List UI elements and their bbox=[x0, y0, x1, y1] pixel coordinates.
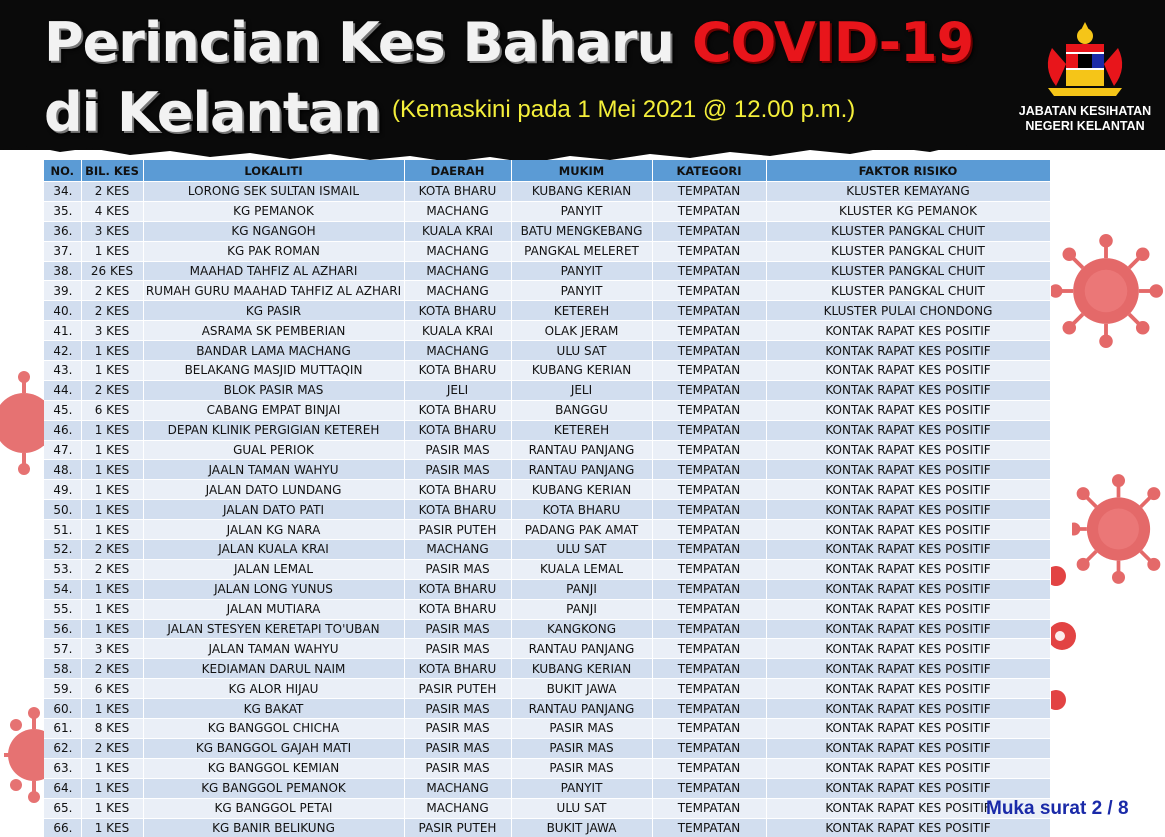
cell-bil-kes: 6 KES bbox=[81, 400, 143, 420]
cell-lokaliti: JALAN LEMAL bbox=[143, 559, 404, 579]
cell-daerah: PASIR MAS bbox=[404, 719, 511, 739]
cell-faktor-risiko: KONTAK RAPAT KES POSITIF bbox=[766, 400, 1050, 420]
cell-lokaliti: KG BANIR BELIKUNG bbox=[143, 818, 404, 837]
cell-bil-kes: 3 KES bbox=[81, 639, 143, 659]
cell-kategori: TEMPATAN bbox=[652, 380, 766, 400]
cell-kategori: TEMPATAN bbox=[652, 778, 766, 798]
table-row bbox=[44, 281, 1050, 301]
agency-line1: JABATAN KESIHATAN bbox=[1010, 104, 1160, 119]
table-row bbox=[44, 201, 1050, 221]
column-no-header: NO. bbox=[44, 160, 81, 182]
cell-bil-kes: 4 KES bbox=[81, 201, 143, 221]
cell-lokaliti: GUAL PERIOK bbox=[143, 440, 404, 460]
cell-lokaliti: KG BAKAT bbox=[143, 699, 404, 719]
cell-kategori: TEMPATAN bbox=[652, 719, 766, 739]
table-row bbox=[44, 460, 1050, 480]
table-row bbox=[44, 241, 1050, 261]
virus-decoration-right-dots bbox=[1050, 560, 1080, 720]
cell-faktor-risiko: KONTAK RAPAT KES POSITIF bbox=[766, 659, 1050, 679]
cell-no: 35. bbox=[44, 201, 81, 221]
cell-bil-kes: 1 KES bbox=[81, 699, 143, 719]
cell-faktor-risiko: KONTAK RAPAT KES POSITIF bbox=[766, 679, 1050, 699]
cell-kategori: TEMPATAN bbox=[652, 221, 766, 241]
cell-kategori: TEMPATAN bbox=[652, 261, 766, 281]
cell-mukim: KUALA LEMAL bbox=[511, 559, 652, 579]
table-row bbox=[44, 221, 1050, 241]
cell-daerah: KUALA KRAI bbox=[404, 321, 511, 341]
table-row bbox=[44, 599, 1050, 619]
cell-no: 44. bbox=[44, 380, 81, 400]
virus-decoration-right-lower bbox=[1072, 470, 1165, 588]
cell-lokaliti: JALAN DATO PATI bbox=[143, 500, 404, 520]
cell-faktor-risiko: KONTAK RAPAT KES POSITIF bbox=[766, 520, 1050, 540]
column-mukim-header: MUKIM bbox=[511, 160, 652, 182]
cell-mukim: BUKIT JAWA bbox=[511, 679, 652, 699]
table-row bbox=[44, 818, 1050, 837]
cell-lokaliti: CABANG EMPAT BINJAI bbox=[143, 400, 404, 420]
cell-daerah: PASIR MAS bbox=[404, 619, 511, 639]
cell-daerah: PASIR MAS bbox=[404, 639, 511, 659]
cell-mukim: PANYIT bbox=[511, 778, 652, 798]
table-row bbox=[44, 301, 1050, 321]
cell-kategori: TEMPATAN bbox=[652, 659, 766, 679]
cell-faktor-risiko: KLUSTER PANGKAL CHUIT bbox=[766, 241, 1050, 261]
cell-no: 64. bbox=[44, 778, 81, 798]
table-row bbox=[44, 540, 1050, 560]
cell-faktor-risiko: KONTAK RAPAT KES POSITIF bbox=[766, 321, 1050, 341]
cell-daerah: MACHANG bbox=[404, 778, 511, 798]
table-row bbox=[44, 778, 1050, 798]
cell-no: 42. bbox=[44, 341, 81, 361]
cell-daerah: KOTA BHARU bbox=[404, 361, 511, 381]
cell-no: 37. bbox=[44, 241, 81, 261]
cell-bil-kes: 1 KES bbox=[81, 579, 143, 599]
cell-faktor-risiko: KONTAK RAPAT KES POSITIF bbox=[766, 719, 1050, 739]
cell-daerah: MACHANG bbox=[404, 281, 511, 301]
table-row bbox=[44, 659, 1050, 679]
cell-mukim: RANTAU PANJANG bbox=[511, 639, 652, 659]
cell-faktor-risiko: KONTAK RAPAT KES POSITIF bbox=[766, 778, 1050, 798]
cell-bil-kes: 1 KES bbox=[81, 241, 143, 261]
cell-kategori: TEMPATAN bbox=[652, 798, 766, 818]
cell-faktor-risiko: KONTAK RAPAT KES POSITIF bbox=[766, 619, 1050, 639]
cell-no: 48. bbox=[44, 460, 81, 480]
cell-lokaliti: KG PASIR bbox=[143, 301, 404, 321]
cell-no: 39. bbox=[44, 281, 81, 301]
cell-mukim: RANTAU PANJANG bbox=[511, 460, 652, 480]
cell-faktor-risiko: KONTAK RAPAT KES POSITIF bbox=[766, 699, 1050, 719]
title-part1: Perincian Kes Baharu bbox=[44, 11, 674, 74]
table-row bbox=[44, 380, 1050, 400]
cell-daerah: KOTA BHARU bbox=[404, 400, 511, 420]
cell-kategori: TEMPATAN bbox=[652, 699, 766, 719]
cell-no: 65. bbox=[44, 798, 81, 818]
cell-kategori: TEMPATAN bbox=[652, 500, 766, 520]
cell-lokaliti: JALAN STESYEN KERETAPI TO'UBAN bbox=[143, 619, 404, 639]
cell-daerah: PASIR PUTEH bbox=[404, 520, 511, 540]
cell-lokaliti: KG BANGGOL GAJAH MATI bbox=[143, 738, 404, 758]
cell-lokaliti: KG PEMANOK bbox=[143, 201, 404, 221]
cell-lokaliti: BLOK PASIR MAS bbox=[143, 380, 404, 400]
cell-mukim: ULU SAT bbox=[511, 540, 652, 560]
table-row bbox=[44, 182, 1050, 202]
cell-bil-kes: 1 KES bbox=[81, 520, 143, 540]
cell-mukim: PASIR MAS bbox=[511, 719, 652, 739]
cell-no: 52. bbox=[44, 540, 81, 560]
cell-lokaliti: DEPAN KLINIK PERGIGIAN KETEREH bbox=[143, 420, 404, 440]
cell-bil-kes: 8 KES bbox=[81, 719, 143, 739]
cell-mukim: KUBANG KERIAN bbox=[511, 361, 652, 381]
cell-bil-kes: 3 KES bbox=[81, 221, 143, 241]
page-number: Muka surat 2 / 8 bbox=[986, 798, 1129, 820]
cell-faktor-risiko: KLUSTER PANGKAL CHUIT bbox=[766, 281, 1050, 301]
cell-no: 50. bbox=[44, 500, 81, 520]
cell-kategori: TEMPATAN bbox=[652, 758, 766, 778]
cell-daerah: KUALA KRAI bbox=[404, 221, 511, 241]
table-row bbox=[44, 639, 1050, 659]
cell-lokaliti: JALAN KG NARA bbox=[143, 520, 404, 540]
cell-lokaliti: KG ALOR HIJAU bbox=[143, 679, 404, 699]
cell-faktor-risiko: KLUSTER PULAI CHONDONG bbox=[766, 301, 1050, 321]
cell-faktor-risiko: KONTAK RAPAT KES POSITIF bbox=[766, 361, 1050, 381]
cell-bil-kes: 2 KES bbox=[81, 380, 143, 400]
table-row bbox=[44, 261, 1050, 281]
table-header-row bbox=[44, 160, 1050, 182]
cell-kategori: TEMPATAN bbox=[652, 599, 766, 619]
cell-daerah: PASIR MAS bbox=[404, 559, 511, 579]
cell-bil-kes: 3 KES bbox=[81, 321, 143, 341]
cell-kategori: TEMPATAN bbox=[652, 818, 766, 837]
cell-mukim: RANTAU PANJANG bbox=[511, 699, 652, 719]
cell-mukim: JELI bbox=[511, 380, 652, 400]
cell-daerah: PASIR MAS bbox=[404, 758, 511, 778]
cell-daerah: KOTA BHARU bbox=[404, 301, 511, 321]
table-row bbox=[44, 480, 1050, 500]
cell-kategori: TEMPATAN bbox=[652, 520, 766, 540]
cell-bil-kes: 1 KES bbox=[81, 619, 143, 639]
cell-mukim: BUKIT JAWA bbox=[511, 818, 652, 837]
table-row bbox=[44, 758, 1050, 778]
cell-daerah: KOTA BHARU bbox=[404, 182, 511, 202]
cell-daerah: KOTA BHARU bbox=[404, 500, 511, 520]
cell-lokaliti: JALAN KUALA KRAI bbox=[143, 540, 404, 560]
cell-lokaliti: KG BANGGOL PEMANOK bbox=[143, 778, 404, 798]
cell-mukim: KETEREH bbox=[511, 420, 652, 440]
cell-lokaliti: ASRAMA SK PEMBERIAN bbox=[143, 321, 404, 341]
cell-faktor-risiko: KONTAK RAPAT KES POSITIF bbox=[766, 500, 1050, 520]
cell-bil-kes: 1 KES bbox=[81, 341, 143, 361]
cell-bil-kes: 1 KES bbox=[81, 500, 143, 520]
cell-daerah: PASIR MAS bbox=[404, 699, 511, 719]
cell-faktor-risiko: KONTAK RAPAT KES POSITIF bbox=[766, 738, 1050, 758]
cell-daerah: KOTA BHARU bbox=[404, 480, 511, 500]
cell-faktor-risiko: KONTAK RAPAT KES POSITIF bbox=[766, 440, 1050, 460]
cell-bil-kes: 1 KES bbox=[81, 480, 143, 500]
cell-kategori: TEMPATAN bbox=[652, 460, 766, 480]
cell-bil-kes: 1 KES bbox=[81, 361, 143, 381]
cell-mukim: KUBANG KERIAN bbox=[511, 182, 652, 202]
cell-mukim: RANTAU PANJANG bbox=[511, 440, 652, 460]
cell-no: 36. bbox=[44, 221, 81, 241]
table-row bbox=[44, 400, 1050, 420]
cell-bil-kes: 1 KES bbox=[81, 599, 143, 619]
cell-no: 60. bbox=[44, 699, 81, 719]
cell-mukim: PASIR MAS bbox=[511, 758, 652, 778]
cell-lokaliti: KEDIAMAN DARUL NAIM bbox=[143, 659, 404, 679]
virus-decoration-left-bottom bbox=[4, 700, 44, 810]
table-row bbox=[44, 500, 1050, 520]
cell-mukim: BATU MENGKEBANG bbox=[511, 221, 652, 241]
cell-daerah: JELI bbox=[404, 380, 511, 400]
cell-faktor-risiko: KONTAK RAPAT KES POSITIF bbox=[766, 758, 1050, 778]
cell-lokaliti: KG BANGGOL CHICHA bbox=[143, 719, 404, 739]
column-faktor-risiko-header: FAKTOR RISIKO bbox=[766, 160, 1050, 182]
cell-mukim: ULU SAT bbox=[511, 798, 652, 818]
cell-no: 58. bbox=[44, 659, 81, 679]
cell-lokaliti: KG NGANGOH bbox=[143, 221, 404, 241]
cell-faktor-risiko: KONTAK RAPAT KES POSITIF bbox=[766, 818, 1050, 837]
table-row bbox=[44, 341, 1050, 361]
cell-mukim: KETEREH bbox=[511, 301, 652, 321]
cell-daerah: PASIR MAS bbox=[404, 738, 511, 758]
table-row bbox=[44, 440, 1050, 460]
cell-no: 34. bbox=[44, 182, 81, 202]
cell-no: 51. bbox=[44, 520, 81, 540]
cell-kategori: TEMPATAN bbox=[652, 480, 766, 500]
column-bil-kes-header: BIL. KES bbox=[81, 160, 143, 182]
table-row bbox=[44, 321, 1050, 341]
table-row bbox=[44, 719, 1050, 739]
cell-daerah: KOTA BHARU bbox=[404, 659, 511, 679]
case-details-table bbox=[44, 160, 1051, 837]
cell-lokaliti: MAAHAD TAHFIZ AL AZHARI bbox=[143, 261, 404, 281]
table-body bbox=[44, 182, 1050, 837]
update-subtitle: (Kemaskini pada 1 Mei 2021 @ 12.00 p.m.) bbox=[392, 96, 855, 124]
cell-bil-kes: 2 KES bbox=[81, 301, 143, 321]
cell-bil-kes: 26 KES bbox=[81, 261, 143, 281]
cell-bil-kes: 2 KES bbox=[81, 540, 143, 560]
cell-daerah: MACHANG bbox=[404, 540, 511, 560]
cell-kategori: TEMPATAN bbox=[652, 540, 766, 560]
cell-faktor-risiko: KONTAK RAPAT KES POSITIF bbox=[766, 341, 1050, 361]
table-row bbox=[44, 798, 1050, 818]
table-row bbox=[44, 738, 1050, 758]
page-title-line2: di Kelantan bbox=[44, 80, 381, 146]
title-covid: COVID-19 bbox=[692, 11, 973, 74]
agency-name bbox=[1010, 104, 1160, 134]
cell-mukim: KANGKONG bbox=[511, 619, 652, 639]
cell-mukim: PANYIT bbox=[511, 281, 652, 301]
virus-decoration-right-upper bbox=[1048, 230, 1164, 352]
cell-daerah: MACHANG bbox=[404, 261, 511, 281]
cell-mukim: PANGKAL MELERET bbox=[511, 241, 652, 261]
cell-lokaliti: JALAN LONG YUNUS bbox=[143, 579, 404, 599]
cell-faktor-risiko: KONTAK RAPAT KES POSITIF bbox=[766, 540, 1050, 560]
cell-faktor-risiko: KONTAK RAPAT KES POSITIF bbox=[766, 639, 1050, 659]
cell-lokaliti: BANDAR LAMA MACHANG bbox=[143, 341, 404, 361]
cell-bil-kes: 1 KES bbox=[81, 420, 143, 440]
table-row bbox=[44, 559, 1050, 579]
cell-mukim: PANJI bbox=[511, 599, 652, 619]
cell-no: 47. bbox=[44, 440, 81, 460]
cell-kategori: TEMPATAN bbox=[652, 301, 766, 321]
cell-no: 46. bbox=[44, 420, 81, 440]
table-row bbox=[44, 520, 1050, 540]
cell-kategori: TEMPATAN bbox=[652, 679, 766, 699]
cell-kategori: TEMPATAN bbox=[652, 182, 766, 202]
cell-bil-kes: 2 KES bbox=[81, 738, 143, 758]
cell-daerah: KOTA BHARU bbox=[404, 420, 511, 440]
cell-mukim: PANJI bbox=[511, 579, 652, 599]
cell-kategori: TEMPATAN bbox=[652, 619, 766, 639]
cell-daerah: KOTA BHARU bbox=[404, 579, 511, 599]
cell-bil-kes: 6 KES bbox=[81, 679, 143, 699]
cell-lokaliti: KG PAK ROMAN bbox=[143, 241, 404, 261]
cell-daerah: PASIR MAS bbox=[404, 440, 511, 460]
cell-daerah: MACHANG bbox=[404, 201, 511, 221]
cell-no: 66. bbox=[44, 818, 81, 837]
cell-no: 49. bbox=[44, 480, 81, 500]
cell-daerah: PASIR PUTEH bbox=[404, 679, 511, 699]
cell-bil-kes: 2 KES bbox=[81, 659, 143, 679]
cell-mukim: PASIR MAS bbox=[511, 738, 652, 758]
cell-daerah: KOTA BHARU bbox=[404, 599, 511, 619]
cell-no: 63. bbox=[44, 758, 81, 778]
cell-kategori: TEMPATAN bbox=[652, 281, 766, 301]
cell-bil-kes: 1 KES bbox=[81, 440, 143, 460]
cell-faktor-risiko: KONTAK RAPAT KES POSITIF bbox=[766, 559, 1050, 579]
cell-faktor-risiko: KLUSTER KG PEMANOK bbox=[766, 201, 1050, 221]
cell-faktor-risiko: KLUSTER PANGKAL CHUIT bbox=[766, 221, 1050, 241]
cell-kategori: TEMPATAN bbox=[652, 738, 766, 758]
cell-bil-kes: 1 KES bbox=[81, 778, 143, 798]
cell-no: 62. bbox=[44, 738, 81, 758]
cell-daerah: MACHANG bbox=[404, 798, 511, 818]
cell-lokaliti: JALAN DATO LUNDANG bbox=[143, 480, 404, 500]
cell-kategori: TEMPATAN bbox=[652, 579, 766, 599]
cell-lokaliti: KG BANGGOL KEMIAN bbox=[143, 758, 404, 778]
cell-kategori: TEMPATAN bbox=[652, 639, 766, 659]
cell-kategori: TEMPATAN bbox=[652, 361, 766, 381]
cell-bil-kes: 1 KES bbox=[81, 798, 143, 818]
cell-no: 40. bbox=[44, 301, 81, 321]
cell-mukim: KOTA BHARU bbox=[511, 500, 652, 520]
cell-daerah: MACHANG bbox=[404, 341, 511, 361]
cell-daerah: MACHANG bbox=[404, 241, 511, 261]
column-lokaliti-header: LOKALITI bbox=[143, 160, 404, 182]
column-daerah-header: DAERAH bbox=[404, 160, 511, 182]
cell-no: 59. bbox=[44, 679, 81, 699]
cell-lokaliti: JAALN TAMAN WAHYU bbox=[143, 460, 404, 480]
cell-mukim: KUBANG KERIAN bbox=[511, 659, 652, 679]
cell-bil-kes: 2 KES bbox=[81, 281, 143, 301]
cell-no: 41. bbox=[44, 321, 81, 341]
cell-mukim: KUBANG KERIAN bbox=[511, 480, 652, 500]
cell-faktor-risiko: KLUSTER KEMAYANG bbox=[766, 182, 1050, 202]
cell-lokaliti: RUMAH GURU MAAHAD TAHFIZ AL AZHARI bbox=[143, 281, 404, 301]
cell-bil-kes: 1 KES bbox=[81, 758, 143, 778]
cell-lokaliti: LORONG SEK SULTAN ISMAIL bbox=[143, 182, 404, 202]
cell-no: 54. bbox=[44, 579, 81, 599]
cell-daerah: PASIR PUTEH bbox=[404, 818, 511, 837]
cell-kategori: TEMPATAN bbox=[652, 559, 766, 579]
cell-mukim: PADANG PAK AMAT bbox=[511, 520, 652, 540]
cell-no: 38. bbox=[44, 261, 81, 281]
table-row bbox=[44, 361, 1050, 381]
cell-faktor-risiko: KLUSTER PANGKAL CHUIT bbox=[766, 261, 1050, 281]
cell-faktor-risiko: KONTAK RAPAT KES POSITIF bbox=[766, 460, 1050, 480]
cell-mukim: BANGGU bbox=[511, 400, 652, 420]
cell-no: 43. bbox=[44, 361, 81, 381]
cell-mukim: PANYIT bbox=[511, 201, 652, 221]
cell-kategori: TEMPATAN bbox=[652, 420, 766, 440]
table-row bbox=[44, 420, 1050, 440]
cell-no: 53. bbox=[44, 559, 81, 579]
table-row bbox=[44, 679, 1050, 699]
cell-faktor-risiko: KONTAK RAPAT KES POSITIF bbox=[766, 599, 1050, 619]
cell-no: 61. bbox=[44, 719, 81, 739]
cell-kategori: TEMPATAN bbox=[652, 440, 766, 460]
page-title bbox=[44, 10, 973, 76]
cell-lokaliti: BELAKANG MASJID MUTTAQIN bbox=[143, 361, 404, 381]
cell-bil-kes: 1 KES bbox=[81, 460, 143, 480]
cell-lokaliti: JALAN MUTIARA bbox=[143, 599, 404, 619]
cell-bil-kes: 2 KES bbox=[81, 559, 143, 579]
cell-bil-kes: 1 KES bbox=[81, 818, 143, 837]
cell-no: 45. bbox=[44, 400, 81, 420]
cell-daerah: PASIR MAS bbox=[404, 460, 511, 480]
cell-kategori: TEMPATAN bbox=[652, 241, 766, 261]
cell-kategori: TEMPATAN bbox=[652, 201, 766, 221]
cell-bil-kes: 2 KES bbox=[81, 182, 143, 202]
column-kategori-header: KATEGORI bbox=[652, 160, 766, 182]
table-row bbox=[44, 699, 1050, 719]
cell-no: 55. bbox=[44, 599, 81, 619]
cell-lokaliti: KG BANGGOL PETAI bbox=[143, 798, 404, 818]
cell-kategori: TEMPATAN bbox=[652, 321, 766, 341]
cell-kategori: TEMPATAN bbox=[652, 400, 766, 420]
cell-faktor-risiko: KONTAK RAPAT KES POSITIF bbox=[766, 579, 1050, 599]
agency-line2: NEGERI KELANTAN bbox=[1010, 119, 1160, 134]
cell-no: 56. bbox=[44, 619, 81, 639]
coat-of-arms-icon bbox=[1032, 18, 1138, 98]
cell-mukim: PANYIT bbox=[511, 261, 652, 281]
cell-lokaliti: JALAN TAMAN WAHYU bbox=[143, 639, 404, 659]
cell-mukim: ULU SAT bbox=[511, 341, 652, 361]
cell-mukim: OLAK JERAM bbox=[511, 321, 652, 341]
cell-no: 57. bbox=[44, 639, 81, 659]
table-row bbox=[44, 579, 1050, 599]
cell-faktor-risiko: KONTAK RAPAT KES POSITIF bbox=[766, 798, 1050, 818]
cell-kategori: TEMPATAN bbox=[652, 341, 766, 361]
cell-faktor-risiko: KONTAK RAPAT KES POSITIF bbox=[766, 480, 1050, 500]
cell-faktor-risiko: KONTAK RAPAT KES POSITIF bbox=[766, 420, 1050, 440]
table-row bbox=[44, 619, 1050, 639]
cell-faktor-risiko: KONTAK RAPAT KES POSITIF bbox=[766, 380, 1050, 400]
